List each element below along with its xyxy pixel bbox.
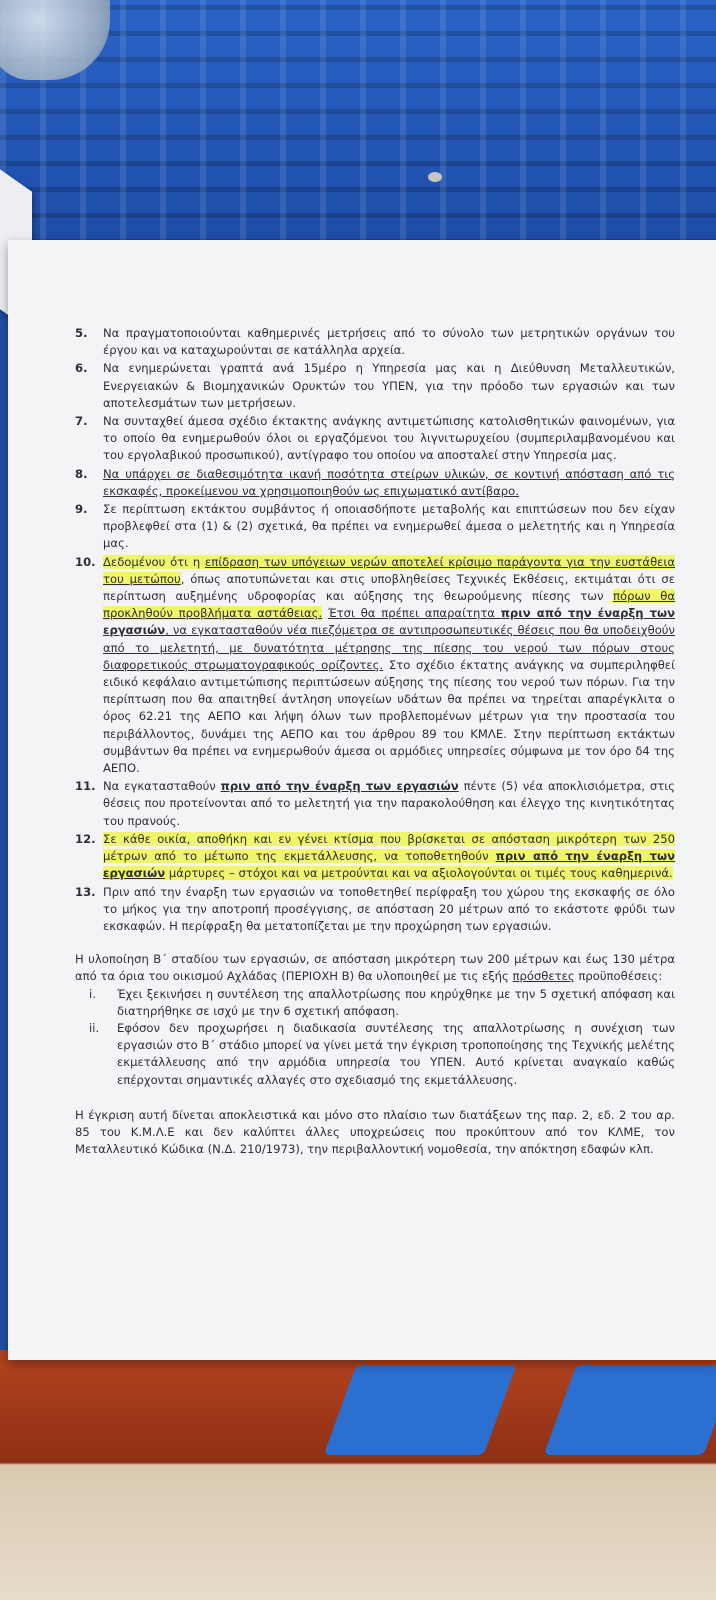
stage-b-intro: Η υλοποίηση Β΄ σταδίου των εργασιών, σε απόσταση μικρότερη των 200 μέτρων και έως 130 μέτρα από τα όρια του οικισμού Αχλάδας (ΠΕΡΙΟΧΗ Β) θα υλοποιηθεί με τις εξής πρόσθετες προϋποθέσεις: <box>75 952 675 984</box>
list-item-11: 11. Να εγκατασταθούν πριν από την έναρξη των εργασιών πέντε (5) νέα αποκλισιόμετρα, στις θέσεις που προτείνονται από το μελετητή για την παρακολούθηση και έλεγχο της κινητικότητας του πρανούς. <box>75 778 675 830</box>
list-item-12-text: Σε κάθε οικία, αποθήκη και εν γένει κτίσμα που βρίσκεται σε απόσταση μικρότερη των 250 μέτρων από το μέτωπο της εκμετάλλευσης, να τοποθετηθούν πριν από την έναρξη των εργασιών μάρτυρες – στόχοι και να μετρούνται και να αξιολογούνται οι τιμές τους καθημερινά. <box>103 831 675 881</box>
list-item-6: 6. Να ενημερώνεται γραπτά ανά 15μέρο η Υπηρεσία μας και η Διεύθυνση Μεταλλευτικών, Ενεργειακών & Βιομηχανικών Ορυκτών του ΥΠΕΝ, για την πρόοδο των εργασιών και των αποτελεσμάτων των μετρήσεων. <box>75 361 675 410</box>
blue-tile <box>324 1365 517 1455</box>
list-item-10-text: Δεδομένου ότι η επίδραση των υπόγειων νερών αποτελεί κρίσιμο παράγοντα για την ευστάθεια του μετώπου, όπως αποτυπώνεται και στις υποβληθείσες Τεχνικές Εκθέσεις, εκτιμάται ότι σε περίπτωση αυξημένης υδροφορίας και αύξησης της θεωρούμενης πίεσης των πόρων θα προκληθούν προβλήματα αστάθειας. Έτσι θα πρέπει απαραίτητα πριν από την έναρξη των εργασιών, να εγκατασταθούν νέα πιεζόμετρα σε αντιπροσωπευτικές θέσεις που θα υποδειχθούν από το μελετητή, με δυνατότητα μέτρησης της πίεσης του νερού των πόρων στους διαφορετικούς στρωματογραφικούς ορίζοντες. Στο σχέδιο έκτατης ανάγκης να συμπεριληφθεί ειδικό κεφάλαιο αντιμετώπισης περιπτώσεων αύξησης της πίεσης του νερού των πόρων. Για την περίπτωση που θα απαιτηθεί άντληση υπογείων υδάτων θα πρέπει να τηρείται απαρέγκλιτα ο όρος 62.21 της ΑΕΠΟ και λήψη όλων των προβλεπομένων μέτρων για την προστασία του περιβάλλοντος, δυνάμει της ΑΕΠΟ και του άρθρου 89 του ΚΜΛΕ. Στην περίπτωση εκτάκτων συμβάντων θα πρέπει να ενημερωθούν άμεσα οι αρμόδιες υπηρεσίες σύμφωνα με τον όρο δ4 της ΑΕΠΟ. <box>103 554 675 776</box>
list-item-11-text: Να εγκατασταθούν πριν από την έναρξη των εργασιών πέντε (5) νέα αποκλισιόμετρα, στις θέσεις που προτείνονται από το μελετητή για την παρακολούθηση και έλεγχο της κινητικότητας του πρανούς. <box>103 779 675 828</box>
condition-ii: ii. Εφόσον δεν προχωρήσει η διαδικασία συντέλεσης της απαλλοτρίωσης η συνέχιση των εργασιών στο Β΄ στάδιο μπορεί να γίνει μετά την έγκριση τροποποίησης της Τεχνικής μελέτης εκμετάλλευσης από την αρμόδια υπηρεσία του ΥΠΕΝ. Αυτό κρίνεται αναγκαίο καθώς επέρχονται σημαντικές αλλαγές στο σχεδιασμό της εκμετάλλευσης. <box>89 1020 675 1087</box>
blue-mat-background <box>0 0 716 270</box>
list-item-13: 13. Πριν από την έναρξη των εργασιών να τοποθετηθεί περίφραξη του χώρου της εκσκαφής σε όλο το μήκος για την αποτροπή προσέγγισης, σε απόσταση 20 μέτρων από το εκάστοτε φρύδι των εκσκαφών. Η περίφραξη θα μετατοπίζεται με την προχώρηση των εργασιών. <box>75 884 675 933</box>
document-content <box>75 325 675 1158</box>
pebble <box>428 172 442 182</box>
list-item-10: 10. Δεδομένου ότι η επίδραση των υπόγειων νερών αποτελεί κρίσιμο παράγοντα για την ευστάθεια του μετώπου, όπως αποτυπώνεται και στις υποβληθείσες Τεχνικές Εκθέσεις, εκτιμάται ότι σε περίπτωση αυξημένης υδροφορίας και αύξησης της θεωρούμενης πίεσης των πόρων θα προκληθούν προβλήματα αστάθειας. Έτσι θα πρέπει απαραίτητα πριν από την έναρξη των εργασιών, να εγκατασταθούν νέα πιεζόμετρα σε αντιπροσωπευτικές θέσεις που θα υποδειχθούν από το μελετητή, με δυνατότητα μέτρησης της πίεσης του νερού των πόρων στους διαφορετικούς στρωματογραφικούς ορίζοντες. Στο σχέδιο έκτατης ανάγκης να συμπεριληφθεί ειδικό κεφάλαιο αντιμετώπισης περιπτώσεων αύξησης της πίεσης του νερού των πόρων. Για την περίπτωση που θα απαιτηθεί άντληση υπογείων υδάτων θα πρέπει να τηρείται απαρέγκλιτα ο όρος 62.21 της ΑΕΠΟ και λήψη όλων των προβλεπομένων μέτρων για την προστασία του περιβάλλοντος, δυνάμει της ΑΕΠΟ και του άρθρου 89 του ΚΜΛΕ. Στην περίπτωση εκτάκτων συμβάντων θα πρέπει να ενημερωθούν άμεσα οι αρμόδιες υπηρεσίες σύμφωνα με τον όρο δ4 της ΑΕΠΟ. <box>75 554 675 778</box>
list-item-8: 8. Να υπάρχει σε διαθεσιμότητα ικανή ποσότητα στείρων υλικών, σε κοντινή απόσταση από τις εκσκαφές, προκείμενου να χρησιμοποιηθούν ως επιχωματικό αντίβαρο. <box>75 466 675 498</box>
condition-i: i. Έχει ξεκινήσει η συντέλεση της απαλλοτρίωσης που κηρύχθηκε με την 5 σχετική απόφαση και διατηρήθηκε σε ισχύ με την 6 σχετική απόφαση. <box>89 986 675 1018</box>
list-item-9: 9. Σε περίπτωση εκτάκτου συμβάντος ή οποιασδήποτε μεταβολής και επιπτώσεων που δεν είχαν προβλεφθεί στα (1) & (2) σχετικά, θα πρέπει να ενημερωθεί άμεσα ο μελετητής και η Υπηρεσία μας. <box>75 502 675 551</box>
list-item-7: 7. Να συνταχθεί άμεσα σχέδιο έκτακτης ανάγκης αντιμετώπισης κατολισθητικών φαινομένων, για το οποίο θα ενημερωθούν όλοι οι εργαζόμενοι του λιγνιτωρυχείου (συμπεριλαμβανομένου και του εργολαβικού προσωπικού), αντίγραφο του οποίου να αποσταλεί στην Υπηρεσία μας. <box>75 414 675 463</box>
list-item-12: 12. Σε κάθε οικία, αποθήκη και εν γένει κτίσμα που βρίσκεται σε απόσταση μικρότερη των 250 μέτρων από το μέτωπο της εκμετάλλευσης, να τοποθετηθούν πριν από την έναρξη των εργασιών μάρτυρες – στόχοι και να μετρούνται και να αξιολογούνται οι τιμές τους καθημερινά. <box>75 831 675 883</box>
list-item-5: 5. Να πραγματοποιούνται καθημερινές μετρήσεις από το σύνολο των μετρητικών οργάνων του έργου και να καταχωρούνται σε κατάλληλα αρχεία. <box>75 326 675 358</box>
closing-paragraph: Η έγκριση αυτή δίνεται αποκλειστικά και μόνο στο πλαίσιο των διατάξεων της παρ. 2, εδ. 2 του αρ. 85 του Κ.Μ.Λ.Ε και δεν καλύπτει άλλες υποχρεώσεις που προκύπτουν από τον ΚΛΜΕ, τον Μεταλλευτικό Κώδικα (Ν.Δ. 210/1973), την περιβαλλοντική νομοθεσία, την απόκτηση εδαφών κλπ. <box>75 1107 675 1157</box>
